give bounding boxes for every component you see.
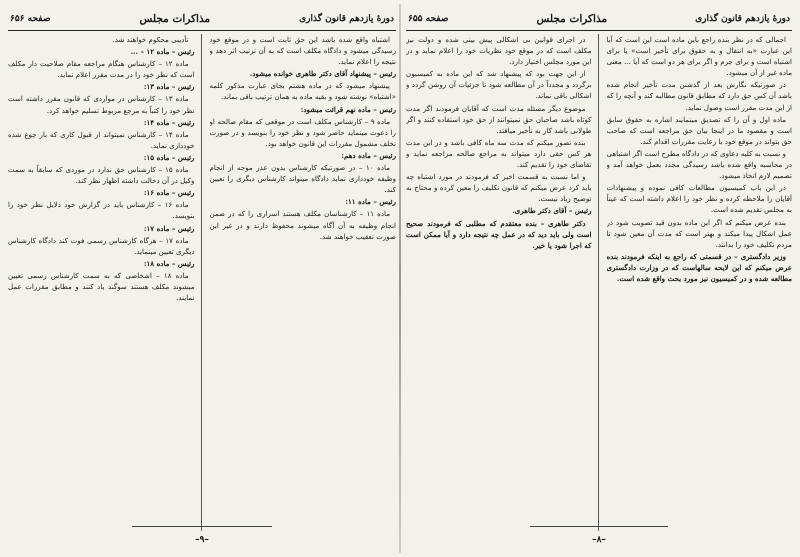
footer-rule (530, 526, 669, 527)
paragraph: اشتباه واقع شده باشد این حق ثابت است و در موقع خود رسیدگی میشود و دادگاه مکلف است که به آن ترتیب اثر دهد و نتیجه را اعلام نماید. (209, 35, 396, 67)
article-heading: رئیس – ماده ۱۴: (143, 117, 195, 127)
text-column-left (406, 34, 599, 531)
speaker-heading: رئیس – آقای دکتر طاهری. (512, 206, 592, 216)
speaker-paragraph: وزیر دادگستری – در قسمتی که راجع به اینکه فرمودند بنده عرض میکنم که این لایحه سالهاست که در وزارت دادگستری مطالعه شده و در کمیسیون نیز مورد بحث واقع شده است. (606, 251, 792, 283)
text-column-left (8, 34, 202, 531)
article-heading: رئیس – ماده ۱۷: (143, 223, 195, 233)
series-title: دورهٔ یازدهم قانون گذاری (695, 14, 790, 24)
paragraph: ماده ۱۷ – هرگاه کارشناس رسمی فوت کند دادگاه کارشناس دیگری تعیین مینماید. (8, 235, 195, 256)
article-heading: رئیس – ماده ۱۶: (143, 188, 195, 198)
paragraph: ماده ۱۱ – کارشناسان مکلف هستند اسراری را که در ضمن انجام وظیفه به آن آگاه میشوند محفوظ دارند و در غیر این صورت تعقیب خواهند شد. (209, 209, 396, 241)
page-number-label: صفحه ۶۵۵ (408, 14, 449, 24)
paragraph: بنده عرض میکنم که اگر این ماده بدون قید تصویب شود در عمل اشکال پیدا میکند و بهتر است که مدت آن معین شود تا مردم تکلیف خود را بدانند. (606, 217, 792, 249)
paragraph: ماده ۱۶ – کارشناس باید در گزارش خود دلایل نظر خود را بنویسد. (8, 200, 195, 221)
article-heading: رئیس – ماده ۱۳: (143, 82, 195, 92)
paragraph: ماده ۱۳ – کارشناس در مواردی که قانون مقرر داشته است نظر خود را کتباً به مرجع مربوط تسلیم خواهد کرد. (8, 94, 195, 115)
text-column-right (607, 34, 793, 531)
paragraph: در این باب کمیسیون مطالعات کافی نموده و پیشنهادات آقایان را ملاحظه کرده و نظر خود را اعلام داشته است که عیناً به مجلس تقدیم شده است. (606, 183, 792, 215)
series-title: دورهٔ یازدهم قانون گذاری (299, 14, 394, 24)
book-gutter (399, 4, 401, 553)
paragraph: ماده اول و آن را که تصدیق مینمایند اشاره به حقوق سابق است و مقصود ما در اینجا بیان حق مراجعه است که صاحب حق بتواند در موقع خود با رعایت مقررات اقدام کند. (606, 114, 792, 146)
paragraph: ماده ۱۴ – کارشناس نمیتواند از قبول کاری که بار جوع شده خودداری نماید. (8, 129, 195, 150)
paragraph: از این جهت بود که پیشنهاد شد که این ماده به کمیسیون برگردد و مجدداً در آن مطالعه شود تا جزئیات آن روشن گردد و اشکالی باقی نماند. (406, 69, 592, 101)
journal-title: مذاکرات مجلس (536, 13, 608, 25)
article-heading: رئیس – ماده ۱۱: (345, 197, 396, 207)
paragraph: ماده ۱۰ – در صورتیکه کارشناس بدون عذر موجه از انجام وظیفه خودداری نماید دادگاه میتواند کارشناس دیگری را تعیین کند. (209, 163, 396, 195)
paragraph: تأدیبی محکوم خواهند شد. (112, 35, 189, 44)
paragraph: اجمالی که در نظر بنده راجع باین ماده است این است که آیا این عبارت «به انتقال و به حقوق برای تأخیر است» یا برای اشتباه است و برای جرم و اگر برای هر دو است که آیا ... معنی ماده غیر از آن میشود. (606, 35, 792, 78)
article-heading: رئیس – ماده ۱۲ – ... (130, 47, 195, 57)
article-heading: رئیس – ماده ۱۸: (143, 258, 195, 268)
paragraph: و اما نسبت به قسمت اخیر که فرمودند در مورد اشتباه چه باید کرد عرض میکنم که قانون تکلیف را معین کرده و محتاج به توضیح زیاد نیست. (406, 172, 592, 204)
page-656 (8, 8, 396, 549)
speaker-paragraph: دکتر طاهری – بنده معتقدم که مطلبی که فرمودند صحیح است ولی باید دید که در عمل چه نتیجه دارد و آیا ممکن است که اجرا شود یا خیر. (406, 218, 592, 250)
page-number-label: صفحه ۶۵۶ (10, 14, 51, 24)
paragraph: ماده ۱۵ – کارشناس حق ندارد در موردی که سابقاً به سمت وکیل در آن دخالت داشته اظهار نظر کند. (8, 165, 195, 186)
paragraph: در اجرای قوانین بی اشکالی پیش بینی شده و دولت نیز مکلف است که در موقع خود نظریات خود را اعلام نماید و در این مورد مجلس اختیار دارد. (406, 35, 592, 67)
folio-number: –۹– (195, 535, 209, 545)
journal-title: مذاکرات مجلس (139, 13, 211, 25)
article-heading: رئیس – ماده نهم قرائت میشود: (300, 104, 396, 114)
folio-number: –۸– (592, 535, 606, 545)
footer-rule (132, 526, 272, 527)
paragraph: در صورتیکه نگارش بعد از گذشتن مدت تأخیر انجام شده باشد آن کس حق دارد که مطابق قانون مطالبه کند و آنچه را که از این مدت مقرر است وصول نماید. (606, 80, 792, 112)
paragraph: پیشنهاد میشود که در ماده هشتم بجای عبارت مذکور کلمه «اشتباه» نوشته شود و بقیه ماده به همان ترتیب باقی بماند. (209, 81, 396, 102)
text-column-right (210, 34, 397, 531)
paragraph: موضوع دیگر مسئله مدت است که آقایان فرمودند اگر مدت کوتاه باشد صاحبان حق نمیتوانند از حق خود استفاده کنند و اگر طولانی باشد کار به تأخیر میافتد. (406, 103, 592, 135)
paragraph: بنده تصور میکنم که مدت سه ماه کافی باشد و در این مدت هر کس حقی دارد میتواند به مراجع صالحه مراجعه نماید و تقاضای خود را تقدیم کند. (406, 137, 592, 170)
paragraph: ماده ۱۲ – کارشناس هنگام مراجعه مقام صلاحیت دار مکلف است که نظر خود را در مدت مقرر اعلام نماید. (8, 59, 195, 80)
paragraph: ماده ۹ – کارشناس مکلف است در موقعی که مقام صالحه او را دعوت مینماید حاضر شود و نظر خود را بنویسد و در صورت تخلف مشمول مقررات این قانون خواهد بود. (209, 116, 396, 148)
page-655 (406, 8, 792, 549)
paragraph: و نسبت به کلیه دعاوی که در دادگاه مطرح است اگر اشتباهی در محاسبه واقع شده باشد رسیدگی مجدد بعمل خواهد آمد و تصمیم لازم اتخاذ میشود. (606, 148, 792, 181)
page-header (406, 8, 792, 31)
article-heading: رئیس – ماده دهم: (341, 150, 396, 160)
paragraph: ماده ۱۸ – اشخاصی که به سمت کارشناس رسمی تعیین میشوند مکلف هستند سوگند یاد کنند و مطابق مقررات عمل نمایند. (8, 270, 195, 303)
page-header (8, 8, 396, 31)
article-heading: رئیس – ماده ۱۵: (143, 152, 195, 162)
speaker-heading: رئیس – پیشنهاد آقای دکتر طاهری خوانده میشود. (249, 69, 396, 79)
